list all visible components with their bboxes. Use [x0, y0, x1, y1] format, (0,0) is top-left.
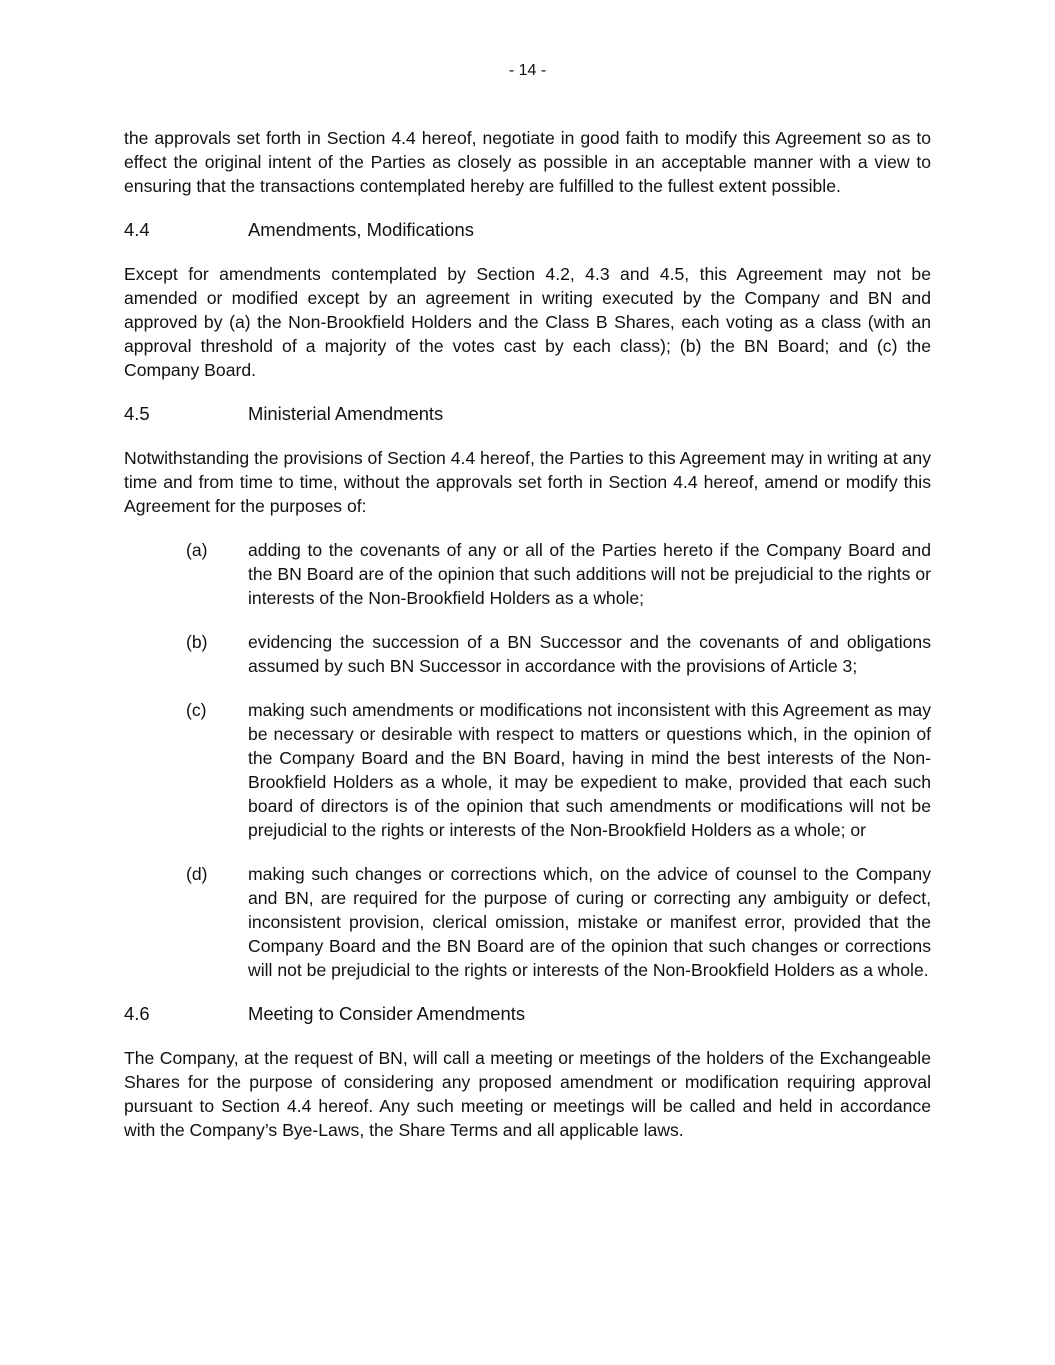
section-title: Amendments, Modifications [248, 219, 474, 240]
clause-text: making such changes or corrections which, on the advice of counsel to the Company and BN, are required for the purpose of curing or correcting any ambiguity or defect, inconsistent provision, clerical omission, mistake or manifest error, provided that the Company Board and the BN Board are of the opinion that such changes or corrections will not be prejudicial to the rights or interests of the Non-Brookfield Holders as a whole. [248, 864, 931, 980]
section-title: Meeting to Consider Amendments [248, 1003, 526, 1024]
section-4-5-paragraph: Notwithstanding the provisions of Section 4.4 hereof, the Parties to this Agreement may in writing at any time and from time to time, without the approvals set forth in Section 4.4 hereof, amend or modify this Agreement for the purposes of: [124, 448, 931, 516]
page-number: - 14 - [508, 62, 547, 79]
section-4-5-clauses [124, 538, 931, 982]
section-4-4-paragraph: Except for amendments contemplated by Section 4.2, 4.3 and 4.5, this Agreement may not be amended or modified except by an agreement in writing executed by the Company and BN and approved by (a) the Non-Brookfield Holders and the Class B Shares, each voting as a class (with an approval threshold of a majority of the votes cast by each class); (b) the BN Board; and (c) the Company Board. [124, 264, 931, 380]
clause-text: adding to the covenants of any or all of the Parties hereto if the Company Board and the BN Board are of the opinion that such additions will not be prejudicial to the rights or interests of the Non-Brookfield Holders as a whole; [248, 540, 931, 608]
clause-text: making such amendments or modifications not inconsistent with this Agreement as may be necessary or desirable with respect to matters or questions which, in the opinion of the Company Board and the BN Board, having in mind the best interests of the Non-Brookfield Holders as a whole, it may be expedient to make, provided that each such board of directors is of the opinion that such amendments or modifications will not be prejudicial to the rights or interests of the Non-Brookfield Holders as a whole; or [248, 700, 931, 840]
clause-a [124, 538, 931, 610]
section-heading-4-5 [124, 402, 931, 426]
intro-paragraph: the approvals set forth in Section 4.4 hereof, negotiate in good faith to modify this Agreement so as to effect the original intent of the Parties as closely as possible in an acceptable manner with a view to ensuring that the transactions contemplated hereby are fulfilled to the fullest extent possible. [124, 128, 931, 196]
section-4-6-paragraph: The Company, at the request of BN, will call a meeting or meetings of the holders of the Exchangeable Shares for the purpose of considering any proposed amendment or modification requiring approval pursuant to Section 4.4 hereof. Any such meeting or meetings will be called and held in accordance with the Company’s Bye-Laws, the Share Terms and all applicable laws. [124, 1048, 931, 1140]
section-number: 4.5 [124, 403, 150, 424]
document-body [124, 126, 931, 1162]
clause-d [124, 862, 931, 982]
section-heading-4-6 [124, 1002, 931, 1026]
clause-label: (c) [186, 700, 207, 720]
clause-label: (b) [186, 632, 208, 652]
clause-label: (d) [186, 864, 208, 884]
clause-text: evidencing the succession of a BN Successor and the covenants of and obligations assumed by such BN Successor in accordance with the provisions of Article 3; [248, 632, 931, 676]
clause-b [124, 630, 931, 678]
section-number: 4.6 [124, 1003, 150, 1024]
clause-label: (a) [186, 540, 208, 560]
clause-c [124, 698, 931, 842]
section-title: Ministerial Amendments [248, 403, 444, 424]
section-number: 4.4 [124, 219, 150, 240]
section-heading-4-4 [124, 218, 931, 242]
